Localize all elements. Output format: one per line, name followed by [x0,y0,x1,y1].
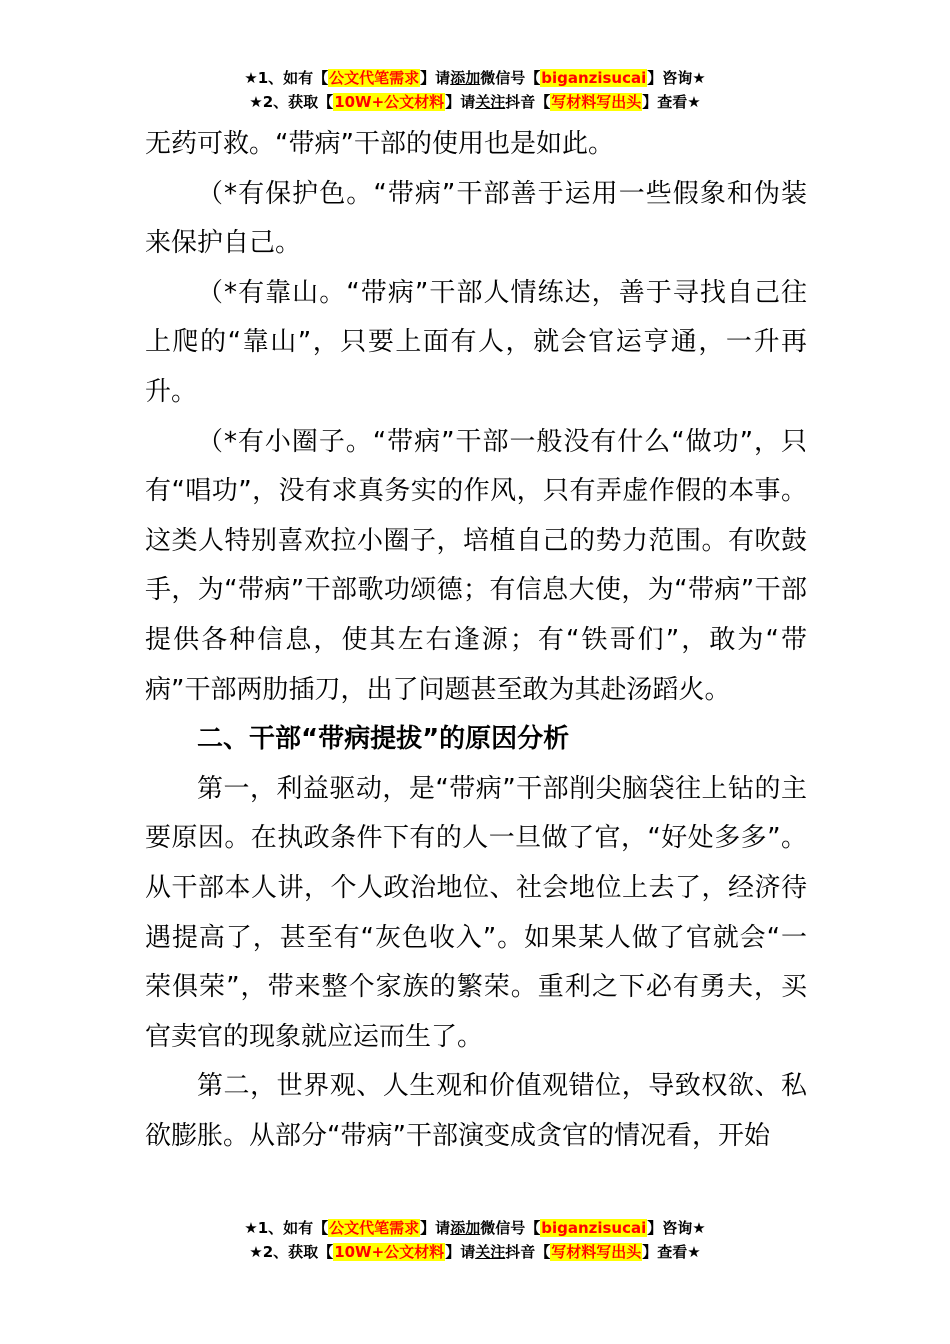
paragraph: 第二，世界观、人生观和价值观错位，导致权欲、私欲膨胀。从部分“带病”干部演变成贪官的情况看，开始 [145,1071,807,1151]
banner-line-2 [0,90,950,114]
banner-highlight: 10W+公文材料 [334,1243,445,1261]
banner-highlight: 写材料写出头 [551,1243,642,1261]
banner-underlined: 关注 [475,93,506,111]
paragraph: （*有靠山。“带病”干部人情练达，善于寻找自己往上爬的“靠山”，只要上面有人，就会官运亨通，一升再升。 [145,277,807,407]
banner-text: 抖音【 [505,93,551,111]
banner-highlight: 公文代笔需求 [329,1219,420,1237]
banner-text: 】咨询★ [647,69,706,87]
banner-text: 】请 [420,69,451,87]
banner-text: 抖音【 [505,1243,551,1261]
paragraph: （*有小圈子。“带病”干部一般没有什么“做功”，只有“唱功”，没有求真务实的作风，只有弄虚作假的本事。这类人特别喜欢拉小圈子，培植自己的势力范围。有吹鼓手，为“带病”干部歌功颂德；有信息大使，为“带病”干部提供各种信息，使其左右逢源；有“铁哥们”，敢为“带病”干部两肋插刀，出了问题甚至敢为其赴汤蹈火。 [145,426,807,705]
banner-text: ★1、如有【 [244,69,329,87]
banner-text: ★2、获取【 [249,93,334,111]
header-banner [0,66,950,114]
paragraph: 第一，利益驱动，是“带病”干部削尖脑袋往上钻的主要原因。在执政条件下有的人一旦做了官，“好处多多”。从干部本人讲，个人政治地位、社会地位上去了，经济待遇提高了，甚至有“灰色收入”。如果某人做了官就会“一荣俱荣”，带来整个家族的繁荣。重利之下必有勇夫，买官卖官的现象就应运而生了。 [145,773,807,1052]
banner-underlined: 关注 [475,1243,506,1261]
paragraph: （*有保护色。“带病”干部善于运用一些假象和伪装来保护自己。 [145,178,807,259]
banner-text: ★2、获取【 [249,1243,334,1261]
banner-line-1 [0,66,950,90]
section-heading: 二、干部“带病提拔”的原因分析 [197,724,570,755]
banner-line-1 [0,1216,950,1240]
banner-highlight: 写材料写出头 [551,93,642,111]
banner-underlined: 添加 [450,69,481,87]
footer-banner [0,1216,950,1264]
banner-highlight: 公文代笔需求 [329,69,420,87]
document-body [145,120,807,1161]
banner-underlined: 添加 [450,1219,481,1237]
paragraph: 无药可救。“带病”干部的使用也是如此。 [145,129,614,159]
banner-line-2 [0,1240,950,1264]
banner-text: 】咨询★ [647,1219,706,1237]
banner-text: 】请 [445,1243,476,1261]
banner-text: 】请 [420,1219,451,1237]
banner-highlight: biganzisucai [541,69,647,87]
banner-text: ★1、如有【 [244,1219,329,1237]
banner-text: 】请 [445,93,476,111]
banner-text: 】查看★ [642,93,701,111]
banner-text: 微信号【 [480,1219,541,1237]
banner-highlight: biganzisucai [541,1219,647,1237]
banner-highlight: 10W+公文材料 [334,93,445,111]
banner-text: 微信号【 [480,69,541,87]
banner-text: 】查看★ [642,1243,701,1261]
